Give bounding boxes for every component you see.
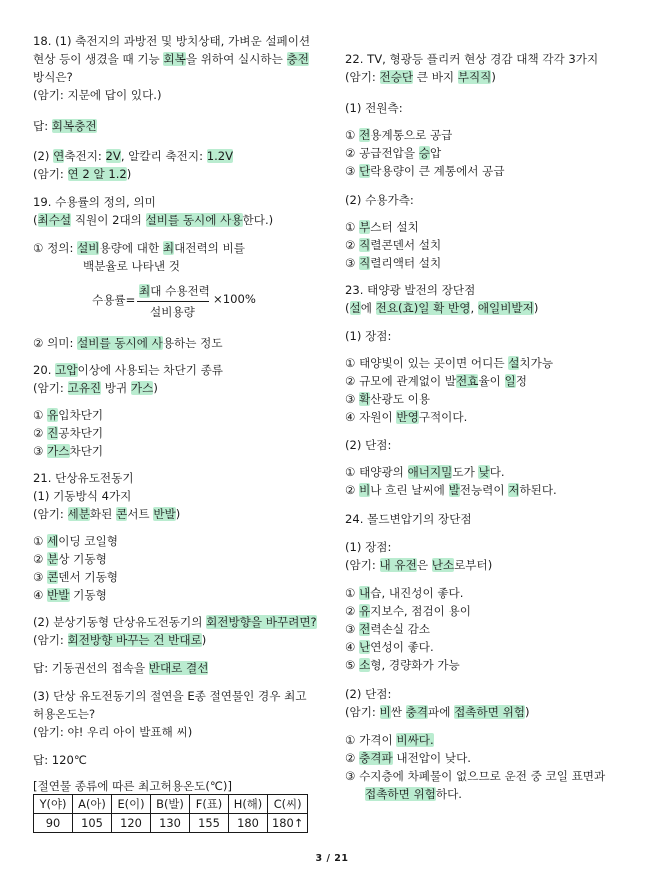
left-text-line: (암기: 야! 우리 아이 발표해 씨) bbox=[33, 725, 193, 739]
highlight: 가스 bbox=[47, 444, 70, 458]
right-text-line: 접촉하면 위험하다. bbox=[365, 787, 462, 801]
highlight: 비싸다. bbox=[396, 733, 434, 747]
left-text-line: [절연물 종류에 따른 최고허용온도(℃)] bbox=[33, 779, 232, 793]
left-text-line: ② 의미: 설비를 동시에 사용하는 정도 bbox=[33, 336, 223, 350]
left-text-line: (3) 단상 유도전동기의 절연을 E종 절연물인 경우 최고 bbox=[33, 689, 307, 703]
highlight: 확 bbox=[359, 392, 371, 406]
highlight: 연 bbox=[53, 149, 65, 163]
highlight: 전요(효)일 확 반영 bbox=[375, 301, 471, 315]
left-text-line: ① 정의: 설비용량에 대한 최대전력의 비를 bbox=[33, 241, 245, 255]
table-value-cell: 90 bbox=[34, 814, 73, 833]
left-text-line: ② 진공차단기 bbox=[33, 426, 104, 440]
highlight: 발 bbox=[448, 483, 460, 497]
table-value-cell: 120 bbox=[112, 814, 151, 833]
left-text-line: (암기: 고유진 방귀 가스) bbox=[33, 381, 158, 395]
highlight: 회전방향 바꾸는 건 반대로 bbox=[67, 633, 202, 647]
highlight: 콘 bbox=[116, 507, 128, 521]
highlight: 저 bbox=[508, 483, 520, 497]
highlight: 반대로 결선 bbox=[148, 661, 209, 675]
right-text-line: ② 유지보수, 점검이 용이 bbox=[345, 604, 471, 618]
highlight: 소 bbox=[359, 658, 371, 672]
highlight: 유 bbox=[359, 604, 371, 618]
highlight: 가스 bbox=[130, 381, 154, 395]
highlight: 전효 bbox=[456, 374, 479, 388]
highlight: 승 bbox=[418, 146, 430, 160]
highlight: 내 bbox=[359, 586, 371, 600]
left-text-line: (2) 분상기동형 단상유도전동기의 회전방향을 바꾸려면? bbox=[33, 615, 317, 629]
highlight: 분 bbox=[47, 552, 59, 566]
right-text-line: ③ 수지층에 차폐물이 없으므로 운전 중 코일 표면과 bbox=[345, 769, 606, 783]
highlight: 고압 bbox=[55, 363, 78, 377]
left-text-line: 답: 회복충전 bbox=[33, 119, 97, 133]
right-text-line: (1) 장점: bbox=[345, 540, 392, 554]
table-header-cell: B(발) bbox=[151, 795, 190, 814]
table-value-row bbox=[34, 814, 308, 833]
left-text-line: ④ 반발 기동형 bbox=[33, 588, 107, 602]
left-text-line: 20. 고압이상에 사용되는 차단기 종류 bbox=[33, 363, 223, 377]
highlight: 세분 bbox=[67, 507, 90, 521]
highlight: 애일비발저 bbox=[477, 301, 534, 315]
highlight: 비 bbox=[359, 483, 371, 497]
right-text-line: (1) 장점: bbox=[345, 329, 392, 343]
right-text-line: (2) 단점: bbox=[345, 687, 392, 701]
right-text-line: ④ 난연성이 좋다. bbox=[345, 640, 434, 654]
left-text-line: 18. (1) 축전지의 과방전 및 방치상태, 가벼운 설페이션 bbox=[33, 34, 311, 48]
left-text-line: (암기: 지문에 답이 있다.) bbox=[33, 88, 162, 102]
highlight: 최수설 bbox=[37, 213, 72, 227]
left-text-line: ③ 콘덴서 기동형 bbox=[33, 570, 118, 584]
highlight: 내 유전 bbox=[379, 558, 417, 572]
table-header-cell: H(해) bbox=[229, 795, 268, 814]
right-text-line: ③ 확산광도 이용 bbox=[345, 392, 430, 406]
highlight: 직 bbox=[359, 256, 371, 270]
right-text-line: (설에 전요(효)일 확 반영, 애일비발저) bbox=[345, 301, 539, 315]
insulation-temperature-table bbox=[33, 794, 308, 833]
formula-denominator: 설비용량 bbox=[150, 305, 195, 319]
highlight: 부 bbox=[359, 220, 371, 234]
table-header-cell: C(씨) bbox=[268, 795, 308, 814]
left-text-line: 방식은? bbox=[33, 70, 73, 84]
left-text-line: 답: 기동권선의 접속을 반대로 결선 bbox=[33, 661, 209, 675]
table-header-cell: Y(야) bbox=[34, 795, 73, 814]
formula-rhs: ×100% bbox=[213, 292, 256, 306]
left-text-line: ① 유입차단기 bbox=[33, 408, 104, 422]
right-text-line: ② 비나 흐린 날씨에 발전능력이 저하된다. bbox=[345, 483, 557, 497]
right-text-line: ① 전용계통으로 공급 bbox=[345, 128, 453, 142]
formula-lhs: 수용률= bbox=[92, 293, 136, 307]
left-text-line: (암기: 연 2 알 1.2) bbox=[33, 167, 132, 181]
highlight: 접촉하면 위험 bbox=[365, 787, 436, 801]
table-header-cell: A(아) bbox=[73, 795, 112, 814]
highlight: 설비를 동시에 사 bbox=[77, 336, 163, 350]
highlight: 설 bbox=[349, 301, 361, 315]
right-text-line: ④ 자원이 반영구적이다. bbox=[345, 410, 468, 424]
highlight: 일 bbox=[504, 374, 516, 388]
left-text-line: ① 세이딩 코일형 bbox=[33, 534, 118, 548]
left-text-line: 백분율로 나타낸 것 bbox=[83, 259, 180, 273]
highlight: 최 bbox=[162, 241, 175, 255]
table-value-cell: 130 bbox=[151, 814, 190, 833]
page-number: 3 / 21 bbox=[315, 853, 349, 864]
left-text-line: ② 분상 기동형 bbox=[33, 552, 107, 566]
table-value-cell: 105 bbox=[73, 814, 112, 833]
right-text-line: ③ 직렬리액터 설치 bbox=[345, 256, 442, 270]
highlight: 최 bbox=[139, 284, 151, 298]
right-text-line: (암기: 내 유전은 난소로부터) bbox=[345, 558, 493, 572]
highlight: 전승단 bbox=[379, 70, 414, 84]
right-text-line: 22. TV, 형광등 플리커 현상 경감 대책 각각 3가지 bbox=[345, 52, 599, 66]
right-text-line: (2) 단점: bbox=[345, 438, 392, 452]
table-header-cell: E(이) bbox=[112, 795, 151, 814]
right-text-line: ⑤ 소형, 경량화가 가능 bbox=[345, 658, 460, 672]
right-text-line: (암기: 전승단 큰 바지 부직직) bbox=[345, 70, 496, 84]
highlight: 2V bbox=[105, 149, 121, 163]
left-text-line: 21. 단상유도전동기 bbox=[33, 471, 134, 485]
highlight: 전 bbox=[359, 128, 371, 142]
highlight: 접촉하면 위험 bbox=[454, 705, 525, 719]
table-value-cell: 155 bbox=[190, 814, 229, 833]
highlight: 진 bbox=[47, 426, 59, 440]
highlight: 난 bbox=[359, 640, 371, 654]
highlight: 반발 bbox=[153, 507, 176, 521]
highlight: 설 bbox=[508, 356, 520, 370]
highlight: 충전 bbox=[286, 52, 309, 66]
right-text-line: 23. 태양광 발전의 장단점 bbox=[345, 283, 476, 297]
formula-numerator: 최대 수용전력 bbox=[139, 284, 210, 298]
left-text-line: (2) 연축전지: 2V, 알칼리 축전지: 1.2V bbox=[33, 149, 234, 163]
left-text-line: 19. 수용률의 정의, 의미 bbox=[33, 195, 156, 209]
left-text-line: 허용온도는? bbox=[33, 707, 96, 721]
table-header-row bbox=[34, 795, 308, 814]
highlight: 설비 bbox=[77, 241, 100, 255]
highlight: 고유진 bbox=[67, 381, 102, 395]
highlight: 충격파 bbox=[359, 751, 393, 765]
right-text-line: ① 가격이 비싸다. bbox=[345, 733, 434, 747]
highlight: 난소 bbox=[431, 558, 455, 572]
highlight: 단 bbox=[359, 164, 371, 178]
highlight: 회전방향을 바꾸려면? bbox=[206, 615, 317, 629]
highlight: 유 bbox=[47, 408, 59, 422]
left-text-line: (1) 기동방식 4가지 bbox=[33, 489, 132, 503]
right-text-line: ② 규모에 관계없이 발전효율이 일정 bbox=[345, 374, 527, 388]
left-text-line: ③ 가스차단기 bbox=[33, 444, 104, 458]
highlight: 반영 bbox=[396, 410, 419, 424]
highlight: 애너지밀 bbox=[407, 465, 453, 479]
right-text-line: ① 태양광의 애너지밀도가 낮다. bbox=[345, 465, 505, 479]
highlight: 콘 bbox=[47, 570, 59, 584]
highlight: 낮 bbox=[478, 465, 490, 479]
right-text-line: 24. 몰드변압기의 장단점 bbox=[345, 512, 472, 526]
highlight: 전 bbox=[359, 622, 371, 636]
right-text-line: ① 태양빛이 있는 곳이면 어디든 설치가능 bbox=[345, 356, 554, 370]
highlight: 비 bbox=[379, 705, 391, 719]
highlight: 직 bbox=[359, 238, 371, 252]
left-text-line: (암기: 회전방향 바꾸는 건 반대로) bbox=[33, 633, 207, 647]
highlight: 회복충전 bbox=[51, 119, 97, 133]
left-text-line: (최수설 직원이 2대의 설비를 동시에 사용한다.) bbox=[33, 213, 274, 227]
highlight: 연 2 알 1.2 bbox=[67, 167, 127, 181]
formula-bar bbox=[137, 301, 209, 302]
left-text-line: 답: 120℃ bbox=[33, 753, 87, 767]
right-text-line: (암기: 비싼 충격파에 접촉하면 위험) bbox=[345, 705, 530, 719]
table-value-cell: 180 bbox=[229, 814, 268, 833]
right-text-line: ③ 단락용량이 큰 계통에서 공급 bbox=[345, 164, 505, 178]
right-text-line: ③ 전력손실 감소 bbox=[345, 622, 430, 636]
right-text-line: ② 직렬콘덴서 설치 bbox=[345, 238, 442, 252]
highlight: 충격 bbox=[405, 705, 429, 719]
highlight: 회복 bbox=[163, 52, 186, 66]
right-text-line: ① 내습, 내진성이 좋다. bbox=[345, 586, 464, 600]
highlight: 1.2V bbox=[206, 149, 234, 163]
highlight: 부직직 bbox=[457, 70, 492, 84]
right-text-line: ① 부스터 설치 bbox=[345, 220, 419, 234]
right-text-line: (2) 수용가측: bbox=[345, 193, 414, 207]
highlight: 반발 bbox=[47, 588, 70, 602]
highlight: 설비를 동시에 사용 bbox=[145, 213, 243, 227]
right-text-line: ② 충격파 내전압이 낮다. bbox=[345, 751, 471, 765]
left-text-line: (암기: 세분화된 콘서트 반발) bbox=[33, 507, 181, 521]
left-text-line: 현상 등이 생겼을 때 기능 회복을 위하여 실시하는 충전 bbox=[33, 52, 309, 66]
highlight: 세 bbox=[47, 534, 59, 548]
right-text-line: ② 공급전압을 승압 bbox=[345, 146, 442, 160]
table-value-cell: 180↑ bbox=[268, 814, 308, 833]
table-header-cell: F(표) bbox=[190, 795, 229, 814]
right-text-line: (1) 전원측: bbox=[345, 101, 403, 115]
